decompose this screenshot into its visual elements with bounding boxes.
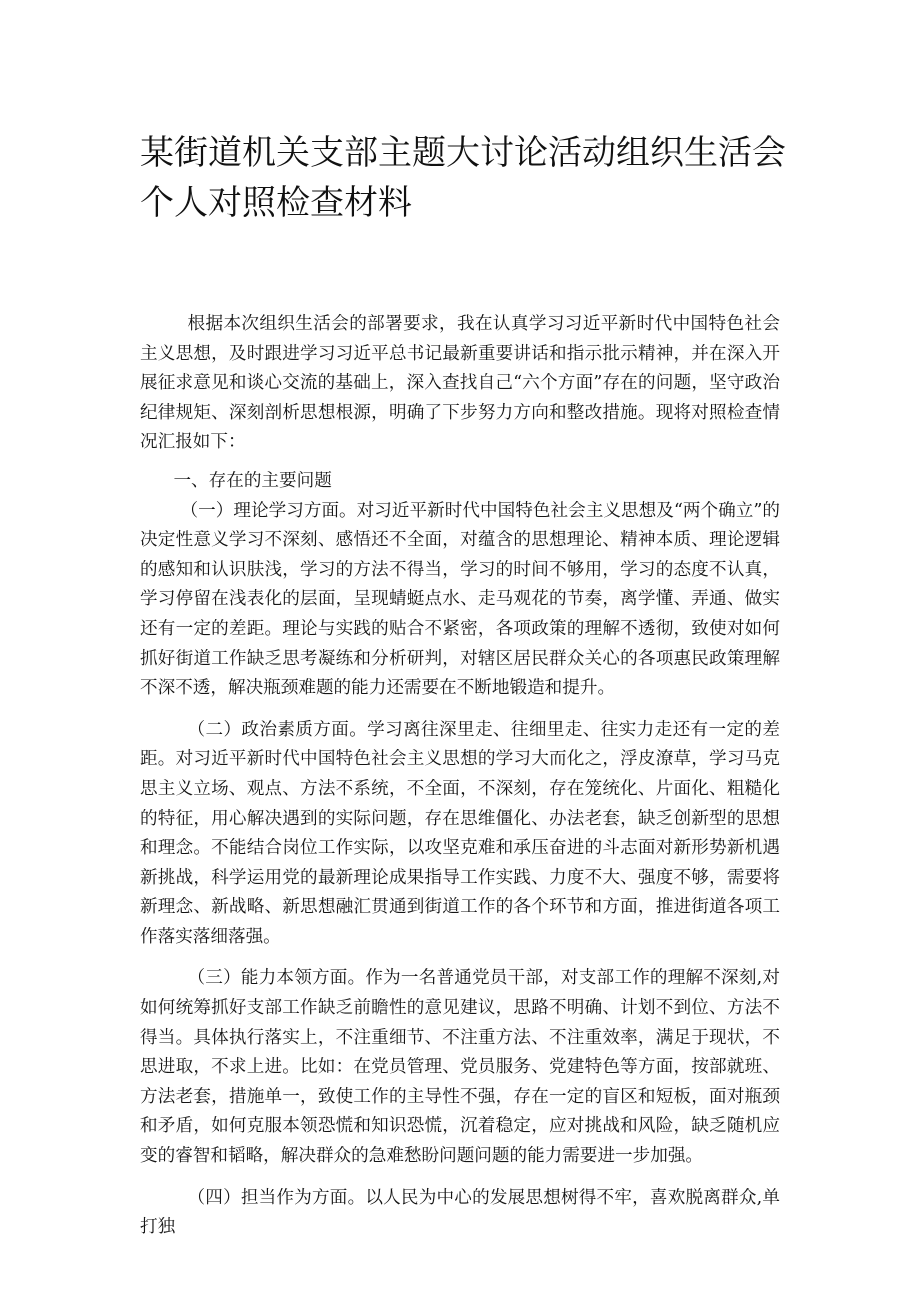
- item-responsibility: （四）担当作为方面。以人民为中心的发展思想树得不牢，喜欢脱离群众,单打独: [140, 1187, 780, 1238]
- item-theory-study: （一）理论学习方面。对习近平新时代中国特色社会主义思想及“两个确立”的决定性意义学习不深刻、感悟还不全面，对蕴含的思想理论、精神本质、理论逻辑的感知和认识肤浅，学习的方法不得当，学习的时间不够用，学习的态度不认真，学习停留在浅表化的层面，呈现蜻蜓点水、走马观花的节奏，离学懂、弄通、做实还有一定的差距。理论与实践的贴合不紧密，各项政策的理解不透彻，致使对如何抓好街道工作缺乏思考凝练和分析研判，对辖区居民群众关心的各项惠民政策理解不深不透，解决瓶颈难题的能力还需要在不断地锻造和提升。: [140, 500, 780, 699]
- item-ability: （三）能力本领方面。作为一名普通党员干部，对支部工作的理解不深刻,对如何统筹抓好支部工作缺乏前瞻性的意见建议，思路不明确、计划不到位、方法不得当。具体执行落实上，不注重细节、不注重方法、不注重效率，满足于现状，不思进取，不求上进。比如：在党员管理、党员服务、党建特色等方面，按部就班、方法老套，措施单一，致使工作的主导性不强，存在一定的盲区和短板，面对瓶颈和矛盾，如何克服本领恐慌和知识恐慌，沉着稳定，应对挑战和风险，缺乏随机应变的睿智和韬略，解决群众的急难愁盼问题问题的能力需要进一步加强。: [140, 968, 780, 1167]
- document-title: 某街道机关支部主题大讨论活动组织生活会个人对照检查材料: [140, 133, 786, 223]
- section-heading: 一、存在的主要问题: [173, 470, 332, 491]
- document-body: [140, 310, 780, 1243]
- intro-paragraph: 根据本次组织生活会的部署要求，我在认真学习习近平新时代中国特色社会主义思想，及时跟进学习习近平总书记最新重要讲话和指示批示精神，并在深入开展征求意见和谈心交流的基础上，深入查找自己“六个方面”存在的问题，坚守政治纪律规矩、深刻剖析思想根源，明确了下步努力方向和整改措施。现将对照检查情况汇报如下：: [140, 314, 780, 453]
- item-political-quality: （二）政治素质方面。学习离往深里走、往细里走、往实力走还有一定的差距。对习近平新时代中国特色社会主义思想的学习大而化之，浮皮潦草，学习马克思主义立场、观点、方法不系统，不全面，不深刻，存在笼统化、片面化、粗糙化的特征，用心解决遇到的实际问题，存在思维僵化、办法老套，缺乏创新型的思想和理念。不能结合岗位工作实际，以攻坚克难和承压奋进的斗志面对新形势新机遇新挑战，科学运用党的最新理论成果指导工作实践、力度不大、强度不够，需要将新理念、新战略、新思想融汇贯通到街道工作的各个环节和方面，推进街道各项工作落实落细落强。: [140, 719, 780, 947]
